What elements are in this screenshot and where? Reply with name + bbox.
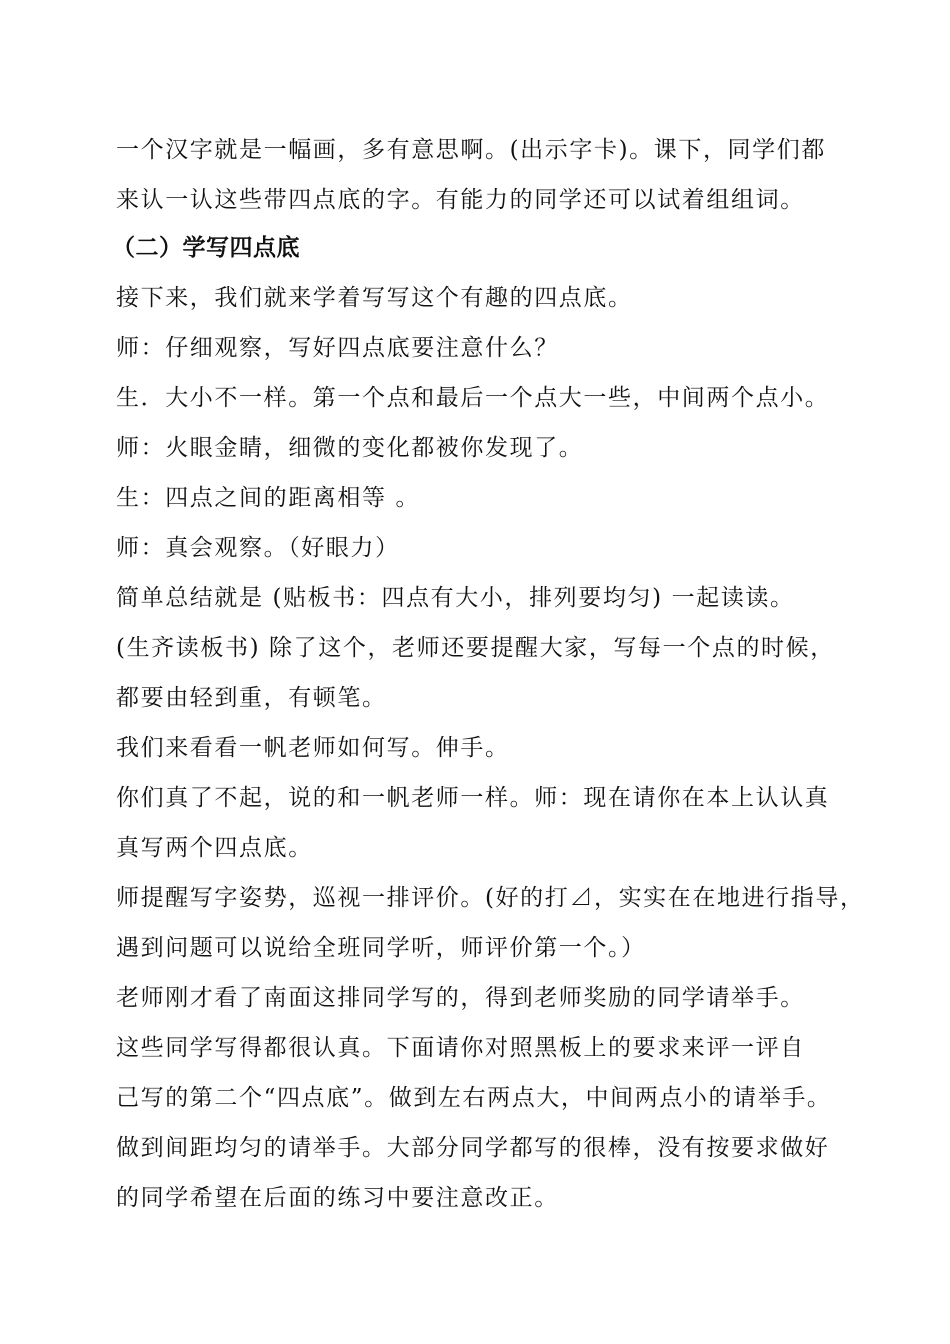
section-heading: （二）学写四点底 xyxy=(112,235,300,261)
paragraph-line: 师提醒写字姿势，巡视一排评价。(好的打⊿，实实在在地进行指导， xyxy=(116,885,865,911)
paragraph-line: 的同学希望在后面的练习中要注意改正。 xyxy=(116,1185,559,1211)
paragraph-line: 你们真了不起，说的和一帆老师一样。师：现在请你在本上认认真 xyxy=(116,785,830,811)
paragraph-line: 师：火眼金睛，细微的变化都被你发现了。 xyxy=(116,435,584,461)
paragraph-line: 真写两个四点底。 xyxy=(116,835,313,861)
paragraph-line: 来认一认这些带四点底的字。有能力的同学还可以试着组组词。 xyxy=(116,187,805,213)
paragraph-line: 生．大小不一样。第一个点和最后一个点大一些，中间两个点小。 xyxy=(116,385,830,411)
paragraph-line: 我们来看看一帆老师如何写。伸手。 xyxy=(116,735,510,761)
paragraph-line: 做到间距均匀的请举手。大部分同学都写的很棒，没有按要求做好 xyxy=(116,1135,830,1161)
paragraph-line: 遇到问题可以说给全班同学听，师评价第一个。） xyxy=(116,935,646,961)
paragraph-line: 简单总结就是 (贴板书：四点有大小，排列要均匀) 一起读读。 xyxy=(116,585,795,611)
paragraph-line: 师：真会观察。（好眼力） xyxy=(116,535,400,561)
paragraph-line: 生：四点之间的距离相等 。 xyxy=(116,485,421,511)
paragraph-line: (生齐读板书) 除了这个，老师还要提醒大家，写每一个点的时候， xyxy=(116,635,835,661)
paragraph-line: 接下来，我们就来学着写写这个有趣的四点底。 xyxy=(116,285,633,311)
paragraph-line: 师：仔细观察，写好四点底要注意什么？ xyxy=(116,335,559,361)
paragraph-line: 这些同学写得都很认真。下面请你对照黑板上的要求来评一评自 xyxy=(116,1035,805,1061)
paragraph-line: 老师刚才看了南面这排同学写的，得到老师奖励的同学请举手。 xyxy=(116,985,805,1011)
paragraph-line: 一个汉字就是一幅画，多有意思啊。(出示字卡)。课下，同学们都 xyxy=(116,137,826,163)
paragraph-line: 都要由轻到重，有顿笔。 xyxy=(116,685,387,711)
paragraph-line: 己写的第二个“四点底”。做到左右两点大，中间两点小的请举手。 xyxy=(116,1085,832,1111)
